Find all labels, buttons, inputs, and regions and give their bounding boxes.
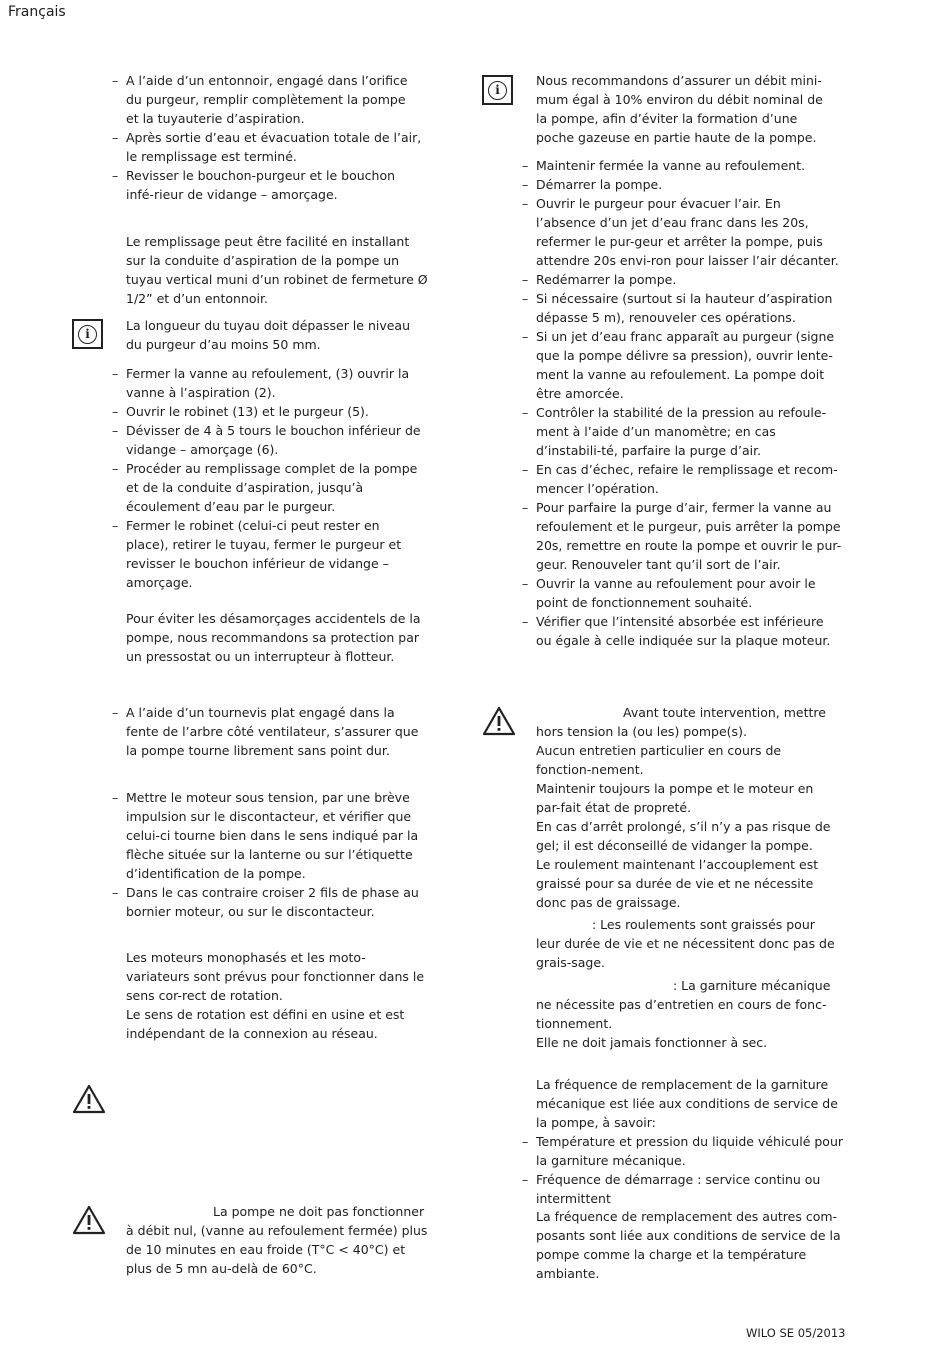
list-item: – Ouvrir le robinet (13) et le purgeur (5). bbox=[112, 402, 422, 421]
left-fill-list-block bbox=[112, 71, 422, 204]
list-item: – Après sortie d’eau et évacuation totale de l’air, le remplissage est terminé. bbox=[112, 128, 422, 166]
list-item: – Revisser le bouchon-purgeur et le bouchon infé-rieur de vidange – amorçage. bbox=[112, 166, 422, 204]
warning-triangle-icon bbox=[72, 1084, 106, 1114]
pipe-length-note bbox=[126, 316, 428, 354]
left-screwdriver-block bbox=[112, 703, 422, 760]
min-flow-note bbox=[536, 71, 836, 147]
motor-steps-list bbox=[112, 788, 422, 921]
protection-paragraph bbox=[126, 609, 428, 666]
check-rotation-list bbox=[112, 703, 422, 760]
list-item: – Si nécessaire (surtout si la hauteur d’aspiration dépasse 5 m), renouveler ces opérations. bbox=[522, 289, 842, 327]
bearings-paragraph bbox=[536, 915, 840, 972]
paragraph: : La garniture mécanique ne nécessite pas d’entretien en cours de fonc-tionnement. bbox=[536, 978, 831, 1031]
paragraph: Le sens de rotation est défini en usine et est indépendant de la connexion au réseau. bbox=[126, 1007, 405, 1041]
frequency-other bbox=[536, 1207, 842, 1283]
warning-triangle-icon bbox=[72, 1205, 106, 1235]
paragraph: : Les roulements sont graissés pour leur durée de vie et ne nécessitent donc pas de grais-sage. bbox=[536, 917, 835, 970]
language-label: Français bbox=[8, 4, 66, 20]
frequency-list-block bbox=[522, 1132, 844, 1208]
info-icon: i bbox=[482, 75, 513, 105]
list-item: – Contrôler la stabilité de la pression au refoule-ment à l’aide d’un manomètre; en cas d’instabili-té, parfaire la purge d’air. bbox=[522, 403, 842, 460]
warning-triangle-icon bbox=[482, 706, 516, 736]
list-item: – Vérifier que l’intensité absorbée est inférieure ou égale à celle indiquée sur la plaque moteur. bbox=[522, 612, 842, 650]
paragraph: Aucun entretien particulier en cours de fonction-nement. bbox=[536, 743, 782, 777]
list-item: – A l’aide d’un entonnoir, engagé dans l’orifice du purgeur, remplir complètement la pompe et la tuyauterie d’aspiration. bbox=[112, 71, 422, 128]
valve-steps-list bbox=[112, 364, 422, 592]
list-item: – En cas d’échec, refaire le remplissage et recom-mencer l’opération. bbox=[522, 460, 842, 498]
list-item: – Fermer la vanne au refoulement, (3) ouvrir la vanne à l’aspiration (2). bbox=[112, 364, 422, 402]
paragraph: Le remplissage peut être facilité en installant sur la conduite d’aspiration de la pompe un tuyau vertical muni d’un robinet de fermeture Ø 1/2” et d’un entonnoir. bbox=[126, 234, 428, 306]
startup-steps-list bbox=[522, 156, 842, 650]
list-item: – Ouvrir le purgeur pour évacuer l’air. En l’absence d’un jet d’eau franc dans les 20s, refermer le pur-geur et arrêter la pompe, puis attendre 20s envi-ron pour laisser l’air décanter. bbox=[522, 194, 842, 270]
list-item: – Si un jet d’eau franc apparaît au purgeur (signe que la pompe délivre sa pression), ouvrir lente-ment la vanne au refoulement. La pompe doit être amorcée. bbox=[522, 327, 842, 403]
paragraph: La fréquence de remplacement de la garniture mécanique est liée aux conditions de service de la pompe, à savoir: bbox=[536, 1077, 838, 1130]
paragraph: En cas d’arrêt prolongé, s’il n’y a pas risque de gel; il est déconseillé de vidanger la pompe. bbox=[536, 819, 831, 853]
list-item: – Ouvrir la vanne au refoulement pour avoir le point de fonctionnement souhaité. bbox=[522, 574, 842, 612]
list-item: – Procéder au remplissage complet de la pompe et de la conduite d’aspiration, jusqu’à écoulement d’eau par le purgeur. bbox=[112, 459, 422, 516]
frequency-intro bbox=[536, 1075, 840, 1132]
paragraph: La longueur du tuyau doit dépasser le niveau du purgeur d’au moins 50 mm. bbox=[126, 318, 411, 352]
list-item: – A l’aide d’un tournevis plat engagé dans la fente de l’arbre côté ventilateur, s’assurer que la pompe tourne librement sans point dur. bbox=[112, 703, 422, 760]
list-item: – Mettre le moteur sous tension, par une brève impulsion sur le discontacteur, et vérifier que celui-ci tourne bien dans le sens indiqué par la flèche située sur la lanterne ou sur l’étiquette d’identification de la pompe. bbox=[112, 788, 422, 883]
left-motor-list-block bbox=[112, 788, 422, 921]
left-valve-list-block bbox=[112, 364, 422, 592]
list-item: – Fermer le robinet (celui-ci peut rester en place), retirer le tuyau, fermer le purgeur et revisser le bouchon inférieur de vidange – amorçage. bbox=[112, 516, 422, 592]
list-item: – Température et pression du liquide véhiculé pour la garniture mécanique. bbox=[522, 1132, 844, 1170]
fill-steps-list bbox=[112, 71, 422, 204]
fill-tip-paragraph bbox=[126, 232, 428, 308]
footer-text: WILO SE 05/2013 bbox=[746, 1326, 846, 1340]
seal-block bbox=[536, 976, 832, 1052]
motors-paragraph bbox=[126, 948, 428, 1043]
list-item: – Maintenir fermée la vanne au refoulement. bbox=[522, 156, 842, 175]
paragraph: Elle ne doit jamais fonctionner à sec. bbox=[536, 1035, 768, 1050]
maintenance-warning: Avant toute intervention, mettre hors tension la (ou les) pompe(s). bbox=[536, 705, 826, 739]
list-item: – Pour parfaire la purge d’air, fermer la vanne au refoulement et le purgeur, puis arrêter la pompe 20s, remettre en route la pompe et ouvrir le pur-geur. Renouveler tant qu’il sort de l’air. bbox=[522, 498, 842, 574]
paragraph: Les moteurs monophasés et les moto-variateurs sont prévus pour fonctionner dans le sens cor-rect de rotation. bbox=[126, 950, 425, 1003]
maintenance-block bbox=[536, 703, 836, 912]
list-item: – Dans le cas contraire croiser 2 fils de phase au bornier moteur, ou sur le discontacteur. bbox=[112, 883, 422, 921]
list-item: – Redémarrer la pompe. bbox=[522, 270, 842, 289]
paragraph: Nous recommandons d’assurer un débit mini-mum égal à 10% environ du débit nominal de la pompe, afin d’éviter la formation d’une poche gazeuse en partie haute de la pompe. bbox=[536, 73, 823, 145]
startup-list-block bbox=[522, 156, 842, 650]
paragraph: La pompe ne doit pas fonctionner à débit nul, (vanne au refoulement fermée) plus de 10 minutes en eau froide (T°C < 40°C) et plus de 5 mn au-delà de 60°C. bbox=[126, 1204, 428, 1276]
dry-run-warning bbox=[126, 1202, 428, 1278]
frequency-list bbox=[522, 1132, 844, 1208]
list-item: – Dévisser de 4 à 5 tours le bouchon inférieur de vidange – amorçage (6). bbox=[112, 421, 422, 459]
paragraph: Le roulement maintenant l’accouplement est graissé pour sa durée de vie et ne nécessite donc pas de graissage. bbox=[536, 857, 819, 910]
paragraph: Maintenir toujours la pompe et le moteur en par-fait état de propreté. bbox=[536, 781, 814, 815]
list-item: – Fréquence de démarrage : service continu ou intermittent bbox=[522, 1170, 844, 1208]
list-item: – Démarrer la pompe. bbox=[522, 175, 842, 194]
info-icon: i bbox=[72, 319, 103, 349]
paragraph: La fréquence de remplacement des autres com-posants sont liée aux conditions de service de la pompe comme la charge et la température ambiante. bbox=[536, 1209, 841, 1281]
paragraph: Pour éviter les désamorçages accidentels de la pompe, nous recommandons sa protection par un pressostat ou un interrupteur à flotteur. bbox=[126, 611, 421, 664]
